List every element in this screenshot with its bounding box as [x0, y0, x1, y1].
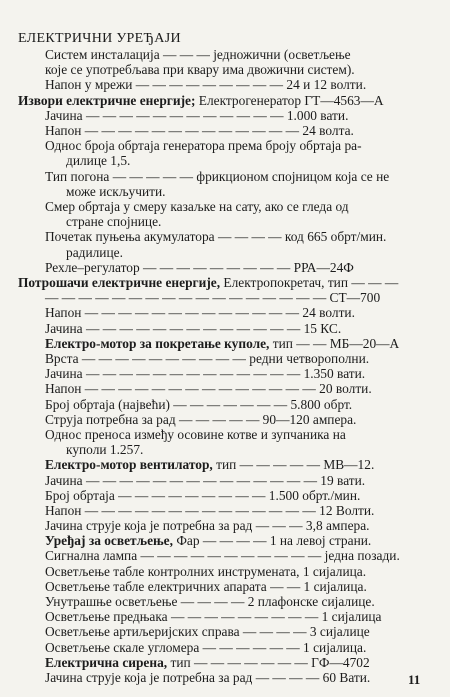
- text-line: може искључити.: [66, 183, 166, 199]
- text-line: Напон — — — — — — — — — — — — — — 12 Волти.: [45, 502, 375, 518]
- text-line: Напон у мрежи — — — — — — — — — 24 и 12 волти.: [45, 77, 367, 93]
- section-heading: Електро-мотор вентилатор,: [45, 457, 213, 473]
- page-number: 11: [408, 672, 421, 687]
- text-line: Рехле–регулатор — — — — — — — — — РРА—24Ф: [45, 259, 354, 275]
- text-line: Број обртаја (највећи) — — — — — — — 5.800 обрт.: [45, 396, 353, 412]
- section-heading: Уређај за осветљење,: [45, 533, 173, 549]
- text-line: Напон — — — — — — — — — — — — — 24 волти.: [45, 305, 355, 321]
- text-line: Однос преноса између осовине котве и зупчаника на: [45, 426, 346, 442]
- section-line: Потрошачи електричне енергије, Електропокретач, тип — — —: [18, 274, 399, 290]
- text-line: дилице 1,5.: [66, 153, 131, 169]
- text-line: Јачина — — — — — — — — — — — — 1.000 вати.: [45, 107, 349, 123]
- text-line: Напон — — — — — — — — — — — — — — 20 волти.: [45, 381, 372, 397]
- text-line: Јачина — — — — — — — — — — — — — 1.350 вати.: [45, 366, 366, 382]
- text-line: Струја потребна за рад — — — — — 90—120 ампера.: [45, 411, 357, 427]
- section-line: Уређај за осветљење, Фар — — — — 1 на левој страни.: [45, 533, 372, 549]
- section-line: Електро-мотор за покретање куполе, тип — — МБ—20—А: [45, 335, 400, 351]
- text-line: Број обртаја — — — — — — — — — 1.500 обрт./мин.: [45, 487, 361, 503]
- text-line: Јачина струје која је потребна за рад — — — — 60 Вати.: [45, 670, 371, 685]
- text-line: Унутрашње осветљење — — — — 2 плафонске сијалице.: [45, 594, 375, 609]
- section-heading: Извори електричне енергије;: [18, 92, 196, 108]
- section-heading: Електро-мотор за покретање куполе,: [45, 335, 270, 351]
- section-heading: Електрична сирена,: [45, 654, 168, 670]
- text-line: Осветљење артиљеријских справа — — — — 3 сијалице: [45, 624, 370, 640]
- text-line: Осветљење предњака — — — — — — — — — 1 сијалица: [45, 609, 382, 625]
- text-line: радилице.: [66, 244, 123, 260]
- text-line: Осветљење табле контролних инструмената, 1 сијалица.: [45, 563, 367, 579]
- page-title: ЕЛЕКТРИЧНИ УРЕЂАЈИ: [18, 31, 181, 46]
- text-line: Смер обртаја у смеру казаљке на сату, ако се гледа од: [45, 199, 349, 214]
- section-line: Електро-мотор вентилатор, тип — — — — — МВ—12.: [45, 457, 375, 473]
- text-line: Однос броја обртаја генератора према броју обртаја ра-: [45, 138, 362, 154]
- text-line: Тип погона — — — — — фрикционом спојницом која се не: [45, 168, 390, 184]
- text-line: Систем инсталација — — — једножични (осветљење: [45, 47, 351, 62]
- text-line: Почетак пуњења акумулатора — — — — код 665 обрт/мин.: [45, 229, 387, 245]
- text-line: Јачина — — — — — — — — — — — — — 15 КС.: [45, 320, 342, 336]
- text-line: — — — — — — — — — — — — — — — — — СТ—700: [45, 290, 381, 306]
- text-line: стране спојнице.: [66, 214, 162, 230]
- text-line: Напон — — — — — — — — — — — — — 24 волта.: [45, 123, 354, 138]
- section-line: Електрична сирена, тип — — — — — — — ГФ—4702: [45, 654, 370, 670]
- section-heading: Потрошачи електричне енергије,: [18, 274, 221, 290]
- text-line: Јачина струје која је потребна за рад — — — 3,8 ампера.: [45, 518, 370, 533]
- text-line: куполи 1.257.: [66, 442, 144, 458]
- text-line: Осветљење скале угломера — — — — — — 1 сијалица.: [45, 639, 367, 655]
- text-line: које се употребљава при квару има двожични систем).: [45, 62, 355, 78]
- text-line: Врста — — — — — — — — — — редни четворополни.: [45, 350, 370, 366]
- section-line: Извори електричне енергије; Електрогенератор ГТ—4563—А: [18, 92, 384, 108]
- text-line: Сигнална лампа — — — — — — — — — — — једна позади.: [45, 548, 400, 564]
- text-line: Осветљење табле електричних апарата — — 1 сијалица.: [45, 578, 367, 594]
- text-line: Јачина — — — — — — — — — — — — — — 19 вати.: [45, 472, 366, 488]
